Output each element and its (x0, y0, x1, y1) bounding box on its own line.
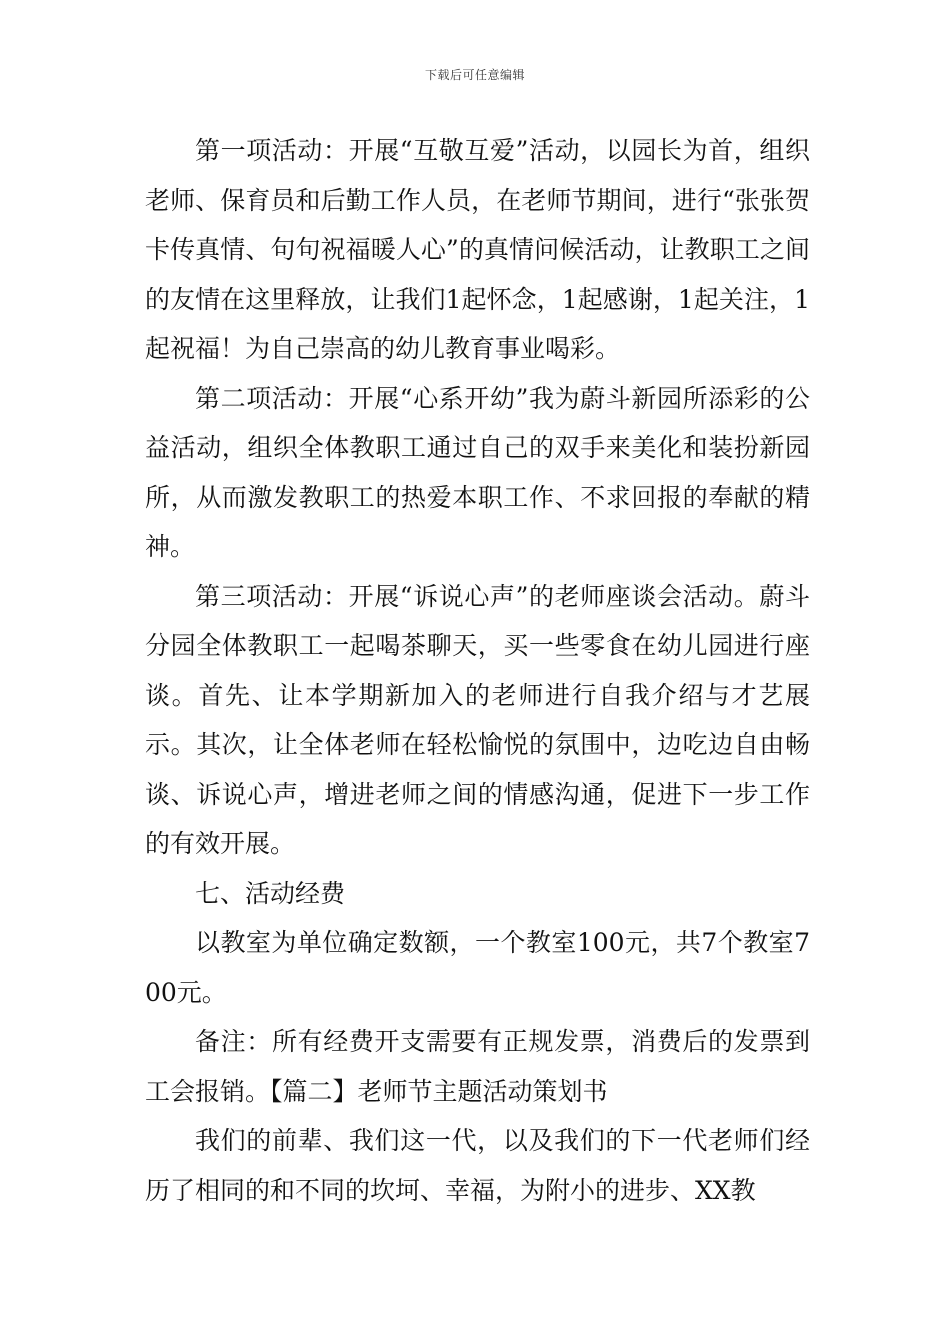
paragraph-note: 备注：所有经费开支需要有正规发票，消费后的发票到工会报销。【篇二】老师节主题活动策划书 (145, 1027, 810, 1106)
document-body (145, 126, 810, 1215)
paragraph-part-two: 我们的前辈、我们这一代，以及我们的下一代老师们经历了相同的和不同的坎坷、幸福，为附小的进步、XX教 (145, 1126, 810, 1205)
paragraph-activity-1: 第一项活动：开展“互敬互爱”活动，以园长为首，组织老师、保育员和后勤工作人员，在老师节期间，进行“张张贺卡传真情、句句祝福暖人心”的真情问候活动，让教职工之间的友情在这里释放，让我们1起怀念，1起感谢，1起关注，1起祝福！为自己崇高的幼儿教育事业喝彩。 (145, 136, 810, 363)
page-header: 下载后可任意编辑 (424, 68, 525, 82)
paragraph-activity-3: 第三项活动：开展“诉说心声”的老师座谈会活动。蔚斗分园全体教职工一起喝茶聊天，买一些零食在幼儿园进行座谈。首先、让本学期新加入的老师进行自我介绍与才艺展示。其次，让全体老师在轻松愉悦的氛围中，边吃边自由畅谈、诉说心声，增进老师之间的情感沟通，促进下一步工作的有效开展。 (145, 581, 810, 858)
paragraph-activity-2: 第二项活动：开展“心系开幼”我为蔚斗新园所添彩的公益活动，组织全体教职工通过自己的双手来美化和装扮新园所，从而激发教职工的热爱本职工作、不求回报的奉献的精神。 (145, 383, 810, 561)
paragraph-funding: 以教室为单位确定数额，一个教室100元，共7个教室700元。 (145, 928, 810, 1007)
section-heading-funding: 七、活动经费 (195, 878, 346, 908)
